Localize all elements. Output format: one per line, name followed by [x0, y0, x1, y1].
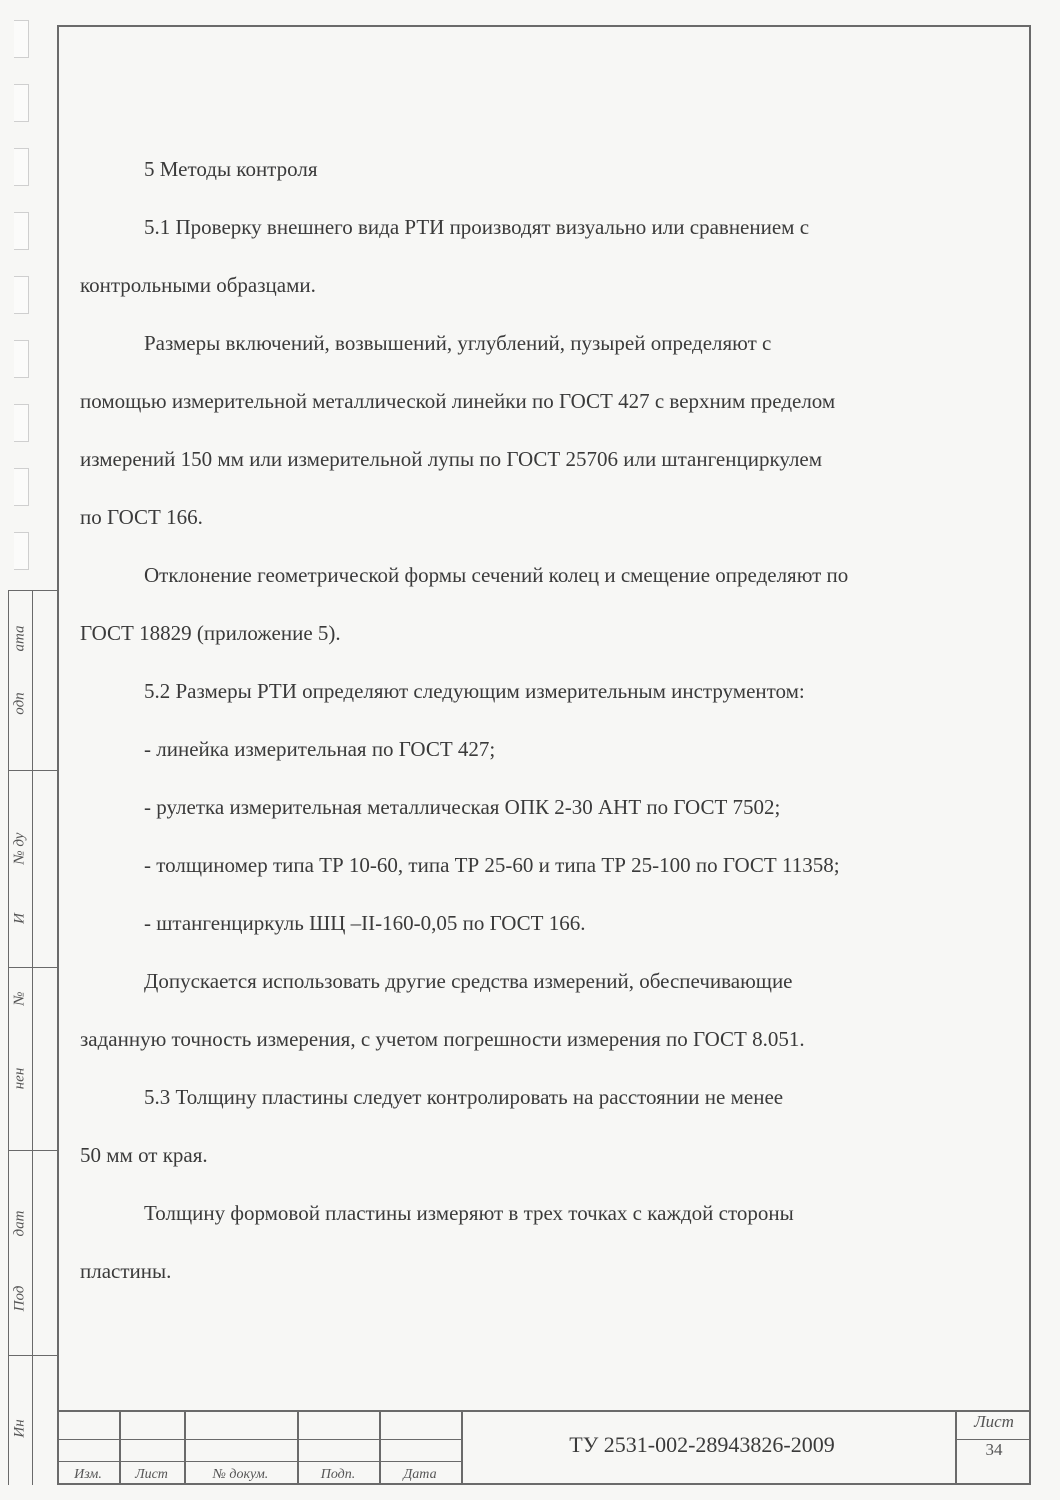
title-block: [57, 1410, 1031, 1485]
text-line: Размеры включений, возвышений, углублений, пузырей определяют с: [144, 331, 772, 355]
col-list: Лист: [135, 1467, 168, 1482]
side-stamp: [8, 590, 59, 1485]
text-line: Толщину формовой пластины измеряют в трех точках с каждой стороны: [144, 1201, 794, 1225]
text-line: Допускается использовать другие средства измерений, обеспечивающие: [144, 969, 793, 993]
punch-hole: [14, 532, 29, 570]
text-line: 50 мм от края.: [80, 1143, 208, 1167]
punch-hole: [14, 84, 29, 122]
punch-hole: [14, 468, 29, 506]
text-line: - штангенциркуль ШЦ –II-160-0,05 по ГОСТ 166.: [144, 911, 586, 935]
document-code: ТУ 2531-002-28943826-2009: [569, 1432, 835, 1457]
text-line: помощью измерительной металлической линейки по ГОСТ 427 с верхним пределом: [80, 389, 836, 413]
text-line: заданную точность измерения, с учетом погрешности измерения по ГОСТ 8.051.: [80, 1027, 805, 1051]
text-line: - рулетка измерительная металлическая ОПК 2-30 АНТ по ГОСТ 7502;: [144, 795, 781, 819]
sheet-number: 34: [985, 1440, 1003, 1459]
text-line: контрольными образцами.: [80, 273, 316, 297]
col-signature: Подп.: [320, 1467, 356, 1482]
text-line: по ГОСТ 166.: [80, 505, 203, 529]
section-title: 5 Методы контроля: [144, 157, 318, 181]
text-line: Отклонение геометрической формы сечений колец и смещение определяют по: [144, 563, 849, 587]
punch-hole: [14, 20, 29, 58]
punch-hole: [14, 340, 29, 378]
punch-hole: [14, 212, 29, 250]
punch-hole: [14, 276, 29, 314]
sheet-label: Лист: [974, 1412, 1014, 1431]
text-line: пластины.: [80, 1259, 172, 1283]
text-line: измерений 150 мм или измерительной лупы по ГОСТ 25706 или штангенциркулем: [80, 447, 823, 471]
side-label: одп: [11, 692, 28, 715]
document-body: [80, 140, 1010, 1300]
side-label: нен: [11, 1067, 28, 1090]
text-line: ГОСТ 18829 (приложение 5).: [80, 621, 341, 645]
punch-hole: [14, 404, 29, 442]
col-izm: Изм.: [74, 1467, 102, 1482]
side-label: №: [11, 991, 28, 1006]
text-line: - линейка измерительная по ГОСТ 427;: [144, 737, 496, 761]
text-line: 5.3 Толщину пластины следует контролировать на расстоянии не менее: [144, 1085, 784, 1109]
paragraph-list: [80, 198, 1010, 1300]
punch-hole: [14, 148, 29, 186]
side-label: дат: [11, 1210, 28, 1237]
side-label: И: [11, 913, 28, 924]
side-label: Ин: [11, 1419, 28, 1438]
text-line: - толщиномер типа ТР 10-60, типа ТР 25-60 и типа ТР 25-100 по ГОСТ 11358;: [144, 853, 840, 877]
side-label: № ду: [11, 832, 28, 865]
side-label: Под: [11, 1285, 28, 1312]
text-line: 5.2 Размеры РТИ определяют следующим измерительным инструментом:: [144, 679, 805, 703]
col-date: Дата: [403, 1467, 437, 1482]
side-label: ата: [11, 625, 28, 652]
text-line: 5.1 Проверку внешнего вида РТИ производят визуально или сравнением с: [144, 215, 810, 239]
col-docnum: № докум.: [212, 1467, 269, 1482]
